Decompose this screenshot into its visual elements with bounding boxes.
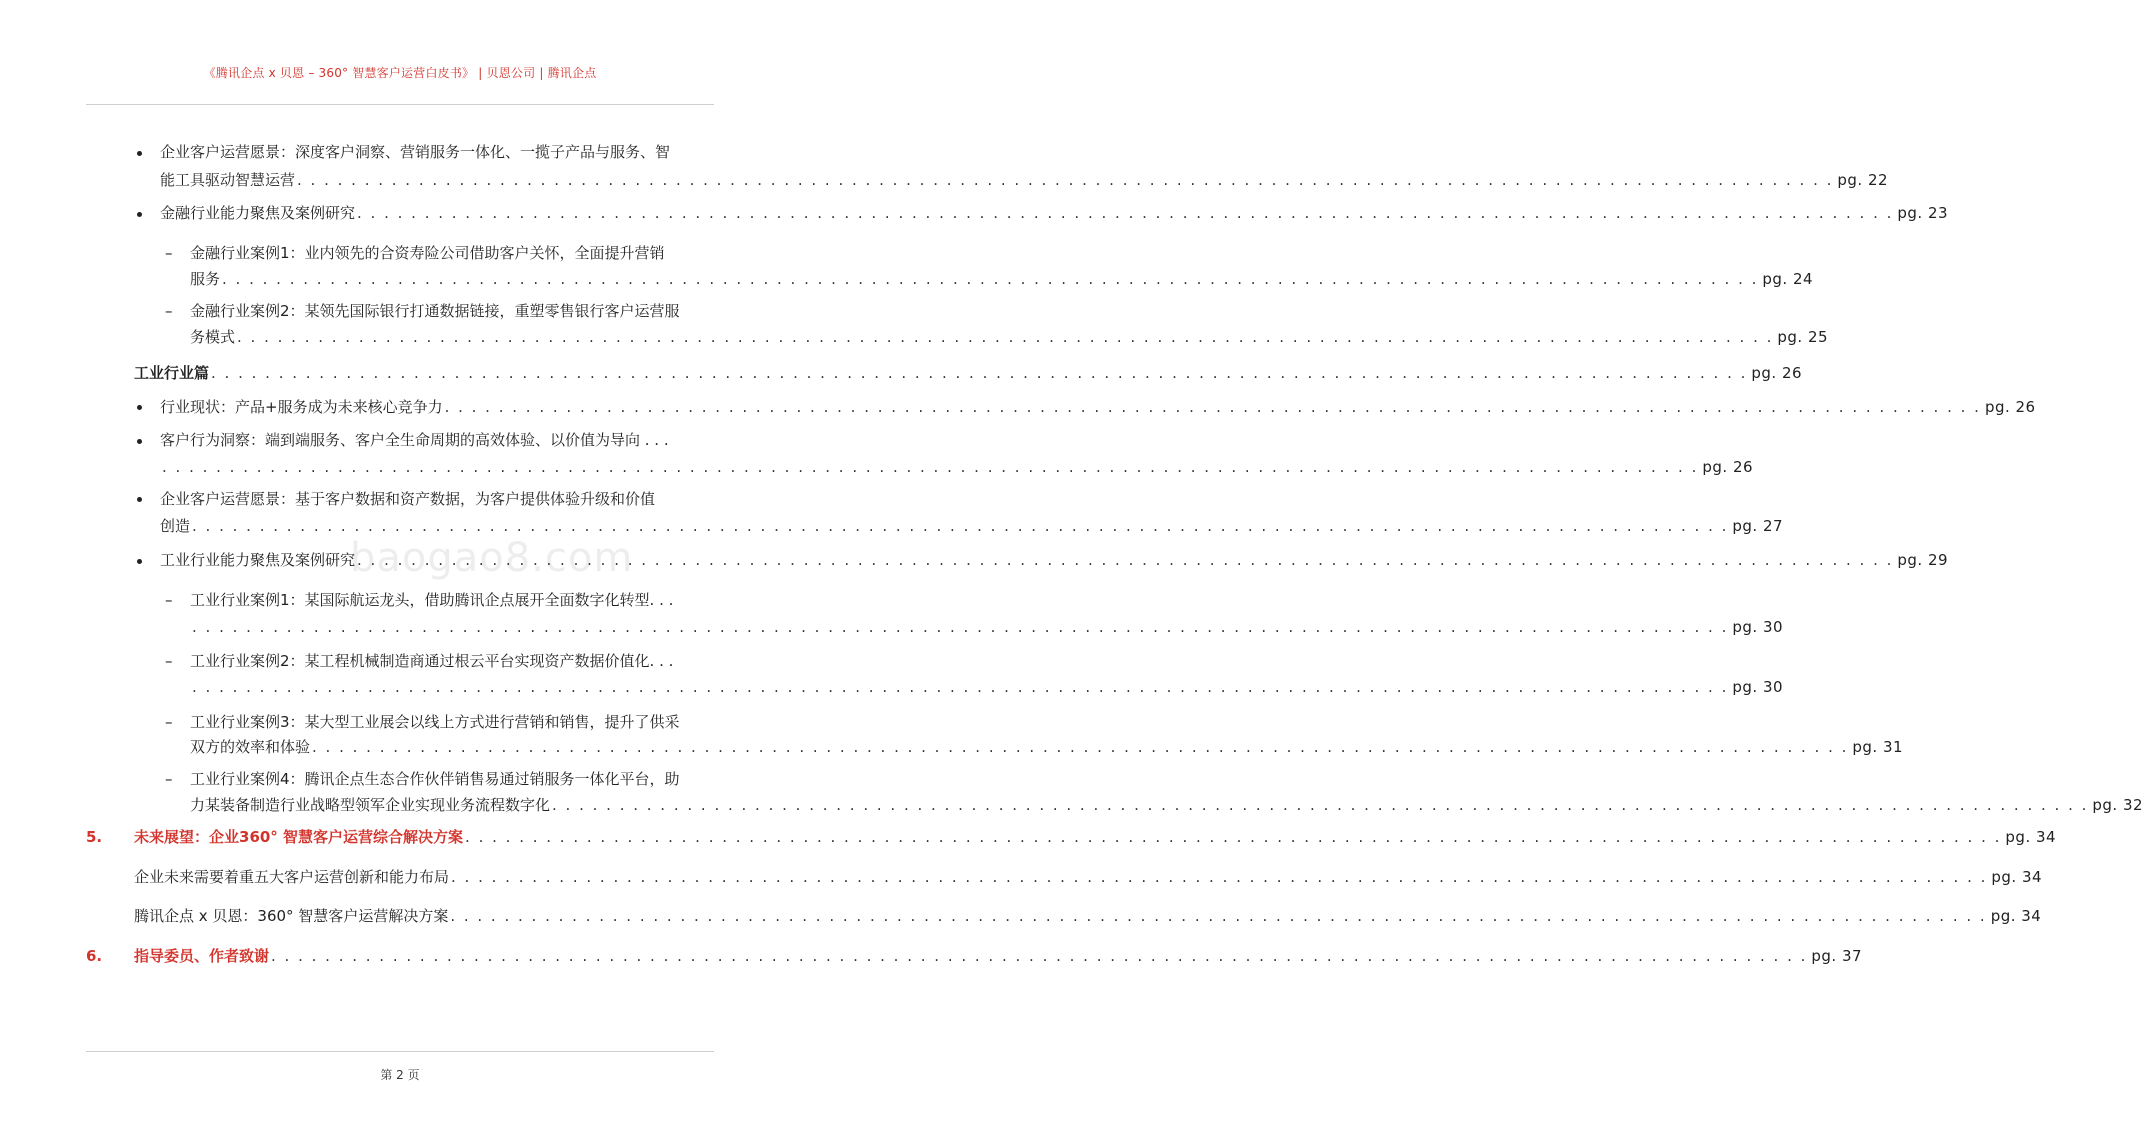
toc-entry[interactable]: 工业行业案例4：腾讯企点生态合作伙伴销售易通过销服务一体化平台，助 bbox=[190, 770, 680, 788]
bullet-icon bbox=[137, 439, 142, 444]
page-footer: 第 2 页 bbox=[380, 1068, 420, 1082]
leader-dots bbox=[192, 515, 1728, 537]
page-number: pg. 30 bbox=[1732, 678, 1784, 696]
page-number: pg. 32 bbox=[2092, 796, 2143, 814]
toc-entry[interactable]: 行业现状：产品+服务成为未来核心竞争力 . . . pg. 26 bbox=[160, 396, 714, 418]
leader-dots bbox=[222, 268, 1758, 290]
dash-marker: – bbox=[165, 244, 173, 262]
page-number: pg. 23 bbox=[1897, 204, 1949, 222]
leader-dots bbox=[237, 326, 1773, 348]
bullet-icon bbox=[137, 151, 142, 156]
page-number: pg. 34 bbox=[1991, 868, 2043, 886]
leader-dots bbox=[450, 905, 1986, 927]
page-number: pg. 30 bbox=[1732, 618, 1784, 636]
toc-entry[interactable]: 企业客户运营愿景：深度客户洞察、营销服务一体化、一揽子产品与服务、智 bbox=[160, 143, 671, 161]
leader-dots bbox=[271, 945, 1807, 967]
dash-marker: – bbox=[165, 652, 173, 670]
leader-dots bbox=[357, 549, 1893, 571]
leader-dots bbox=[552, 794, 2088, 816]
toc-entry-section[interactable]: 未来展望：企业360° 智慧客户运营综合解决方案 . . . pg. 34 bbox=[134, 826, 714, 848]
toc-entry[interactable]: 企业客户运营愿景：基于客户数据和资产数据，为客户提供体验升级和价值 bbox=[160, 490, 656, 508]
dash-marker: – bbox=[165, 770, 173, 788]
page-number: pg. 29 bbox=[1897, 551, 1949, 569]
toc-entry[interactable]: 服务 . . . pg. 24 bbox=[190, 268, 714, 290]
watermark: baogao8.com bbox=[350, 535, 634, 581]
toc-entry[interactable]: 工业行业案例1：某国际航运龙头，借助腾讯企点展开全面数字化转型. . . bbox=[190, 591, 674, 609]
leader-dots bbox=[357, 202, 1893, 224]
toc-entry[interactable]: 工业行业案例3：某大型工业展会以线上方式进行营销和销售，提升了供采 bbox=[190, 713, 680, 731]
page-number: pg. 34 bbox=[2005, 828, 2057, 846]
toc-entry[interactable]: 金融行业能力聚焦及案例研究 . . . pg. 23 bbox=[160, 202, 714, 224]
leader-dots bbox=[451, 866, 1987, 888]
running-header: 《腾讯企点 x 贝恩 – 360° 智慧客户运营白皮书》 | 贝恩公司 | 腾讯企点 bbox=[203, 66, 597, 80]
bullet-icon bbox=[137, 212, 142, 217]
bullet-icon bbox=[137, 405, 142, 410]
bullet-icon bbox=[137, 559, 142, 564]
toc-entry[interactable]: 工业行业篇 . . . pg. 26 bbox=[134, 362, 714, 384]
toc-entry[interactable]: 金融行业案例1：业内领先的合资寿险公司借助客户关怀，全面提升营销 bbox=[190, 244, 665, 262]
toc-entry[interactable]: 务模式 . . . pg. 25 bbox=[190, 326, 714, 348]
leader-dots bbox=[312, 736, 1848, 758]
toc-entry[interactable]: 客户行为洞察：端到端服务、客户全生命周期的高效体验、以价值为导向 . . . bbox=[160, 431, 669, 449]
toc-entry[interactable] bbox=[190, 676, 1784, 698]
footer-rule bbox=[86, 1051, 714, 1052]
toc-entry[interactable]: 创造 . . . pg. 27 bbox=[160, 515, 714, 537]
section-number: 6. bbox=[86, 947, 103, 965]
leader-dots bbox=[192, 676, 1728, 698]
page-number: pg. 34 bbox=[1990, 907, 2042, 925]
toc-entry[interactable]: 能工具驱动智慧运营 . . . pg. 22 bbox=[160, 169, 714, 191]
toc-entry[interactable]: 金融行业案例2：某领先国际银行打通数据链接，重塑零售银行客户运营服 bbox=[190, 302, 680, 320]
toc-entry[interactable]: 企业未来需要着重五大客户运营创新和能力布局 . . . pg. 34 bbox=[134, 866, 714, 888]
page-number: pg. 31 bbox=[1852, 738, 1904, 756]
toc-entry[interactable]: 力某装备制造行业战略型领军企业实现业务流程数字化 . . . pg. 32 bbox=[190, 794, 714, 816]
leader-dots bbox=[297, 169, 1833, 191]
page-number: pg. 22 bbox=[1837, 171, 1889, 189]
page-number: pg. 24 bbox=[1762, 270, 1814, 288]
page-number: pg. 25 bbox=[1777, 328, 1829, 346]
toc-entry[interactable]: 工业行业能力聚焦及案例研究 . . . pg. 29 bbox=[160, 549, 714, 571]
leader-dots bbox=[445, 396, 1981, 418]
toc-entry[interactable]: 工业行业案例2：某工程机械制造商通过根云平台实现资产数据价值化. . . bbox=[190, 652, 674, 670]
toc-entry[interactable]: 腾讯企点 x 贝恩：360° 智慧客户运营解决方案 . . . pg. 34 bbox=[134, 905, 714, 927]
page-number: pg. 26 bbox=[1984, 398, 2036, 416]
toc-entry-section[interactable]: 指导委员、作者致谢 . . . pg. 37 bbox=[134, 945, 714, 967]
bullet-icon bbox=[137, 497, 142, 502]
toc-entry[interactable] bbox=[160, 456, 1754, 478]
dash-marker: – bbox=[165, 713, 173, 731]
page-number: pg. 26 bbox=[1751, 364, 1803, 382]
page-number: pg. 27 bbox=[1732, 517, 1784, 535]
dash-marker: – bbox=[165, 591, 173, 609]
dash-marker: – bbox=[165, 302, 173, 320]
leader-dots bbox=[162, 456, 1698, 478]
toc-entry[interactable] bbox=[190, 616, 1784, 638]
page-number: pg. 37 bbox=[1811, 947, 1863, 965]
leader-dots bbox=[465, 826, 2001, 848]
section-number: 5. bbox=[86, 828, 103, 846]
toc-entry[interactable]: 双方的效率和体验 . . . pg. 31 bbox=[190, 736, 714, 758]
leader-dots bbox=[211, 362, 1747, 384]
leader-dots bbox=[192, 616, 1728, 638]
page-number: pg. 26 bbox=[1702, 458, 1754, 476]
